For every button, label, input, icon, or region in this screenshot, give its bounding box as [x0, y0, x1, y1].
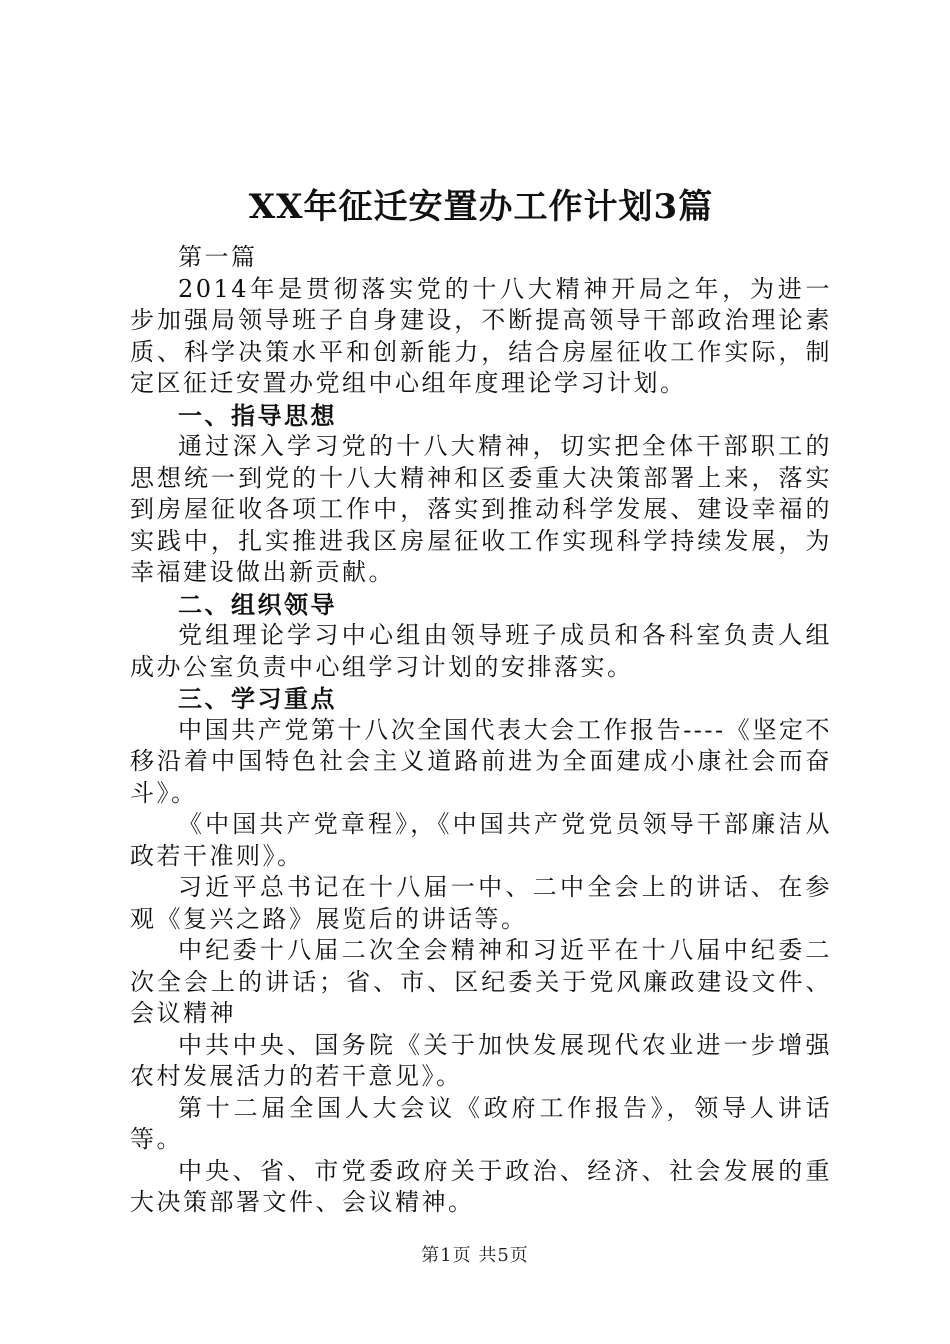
section-heading-study-focus: 三、学习重点 [178, 684, 337, 713]
paragraph-guiding-ideology: 通过深入学习党的十八大精神，切实把全体干部职工的思想统一到党的十八大精神和区委重大决策部署上来，落实到房屋征收各项工作中，落实到推动科学发展、建设幸福的实践中，扎实推进我区房屋征收工作实现科学持续发展，为幸福建设做出新贡献。 [130, 432, 832, 586]
paragraph-organization: 党组理论学习中心组由领导班子成员和各科室负责人组成办公室负责中心组学习计划的安排落实。 [130, 621, 832, 681]
paragraph-study-item: 《中国共产党章程》，《中国共产党党员领导干部廉洁从政若干准则》。 [130, 810, 832, 870]
paragraph-study-item: 第十二届全国人大会议《政府工作报告》，领导人讲话等。 [130, 1093, 832, 1153]
document-page [130, 182, 832, 1219]
document-title: XX年征迁安置办工作计划3篇 [248, 187, 714, 227]
section-heading-guiding-ideology: 一、指导思想 [178, 400, 337, 430]
paragraph-study-item: 中央、省、市党委政府关于政治、经济、社会发展的重大决策部署文件、会议精神。 [130, 1156, 832, 1216]
section-heading-organization: 二、组织领导 [178, 589, 337, 619]
paragraph-study-item: 中国共产党第十八次全国代表大会工作报告----《坚定不移沿着中国特色社会主义道路前进为全面建成小康社会而奋斗》。 [130, 715, 832, 807]
paragraph-study-item: 习近平总书记在十八届一中、二中全会上的讲话、在参观《复兴之路》展览后的讲话等。 [130, 873, 832, 933]
paragraph-part-one-label: 第一篇 [178, 243, 258, 271]
paragraph-study-item: 中纪委十八届二次全会精神和习近平在十八届中纪委二次全会上的讲话；省、市、区纪委关于党风廉政建设文件、会议精神 [130, 936, 832, 1027]
page-footer: 第1页 共5页 [421, 1245, 529, 1266]
paragraph-intro: 2014年是贯彻落实党的十八大精神开局之年，为进一步加强局领导班子自身建设，不断提高领导干部政治理论素质、科学决策水平和创新能力，结合房屋征收工作实际，制定区征迁安置办党组中心组年度理论学习计划。 [130, 274, 832, 397]
paragraph-study-item: 中共中央、国务院《关于加快发展现代农业进一步增强农村发展活力的若干意见》。 [130, 1030, 832, 1090]
